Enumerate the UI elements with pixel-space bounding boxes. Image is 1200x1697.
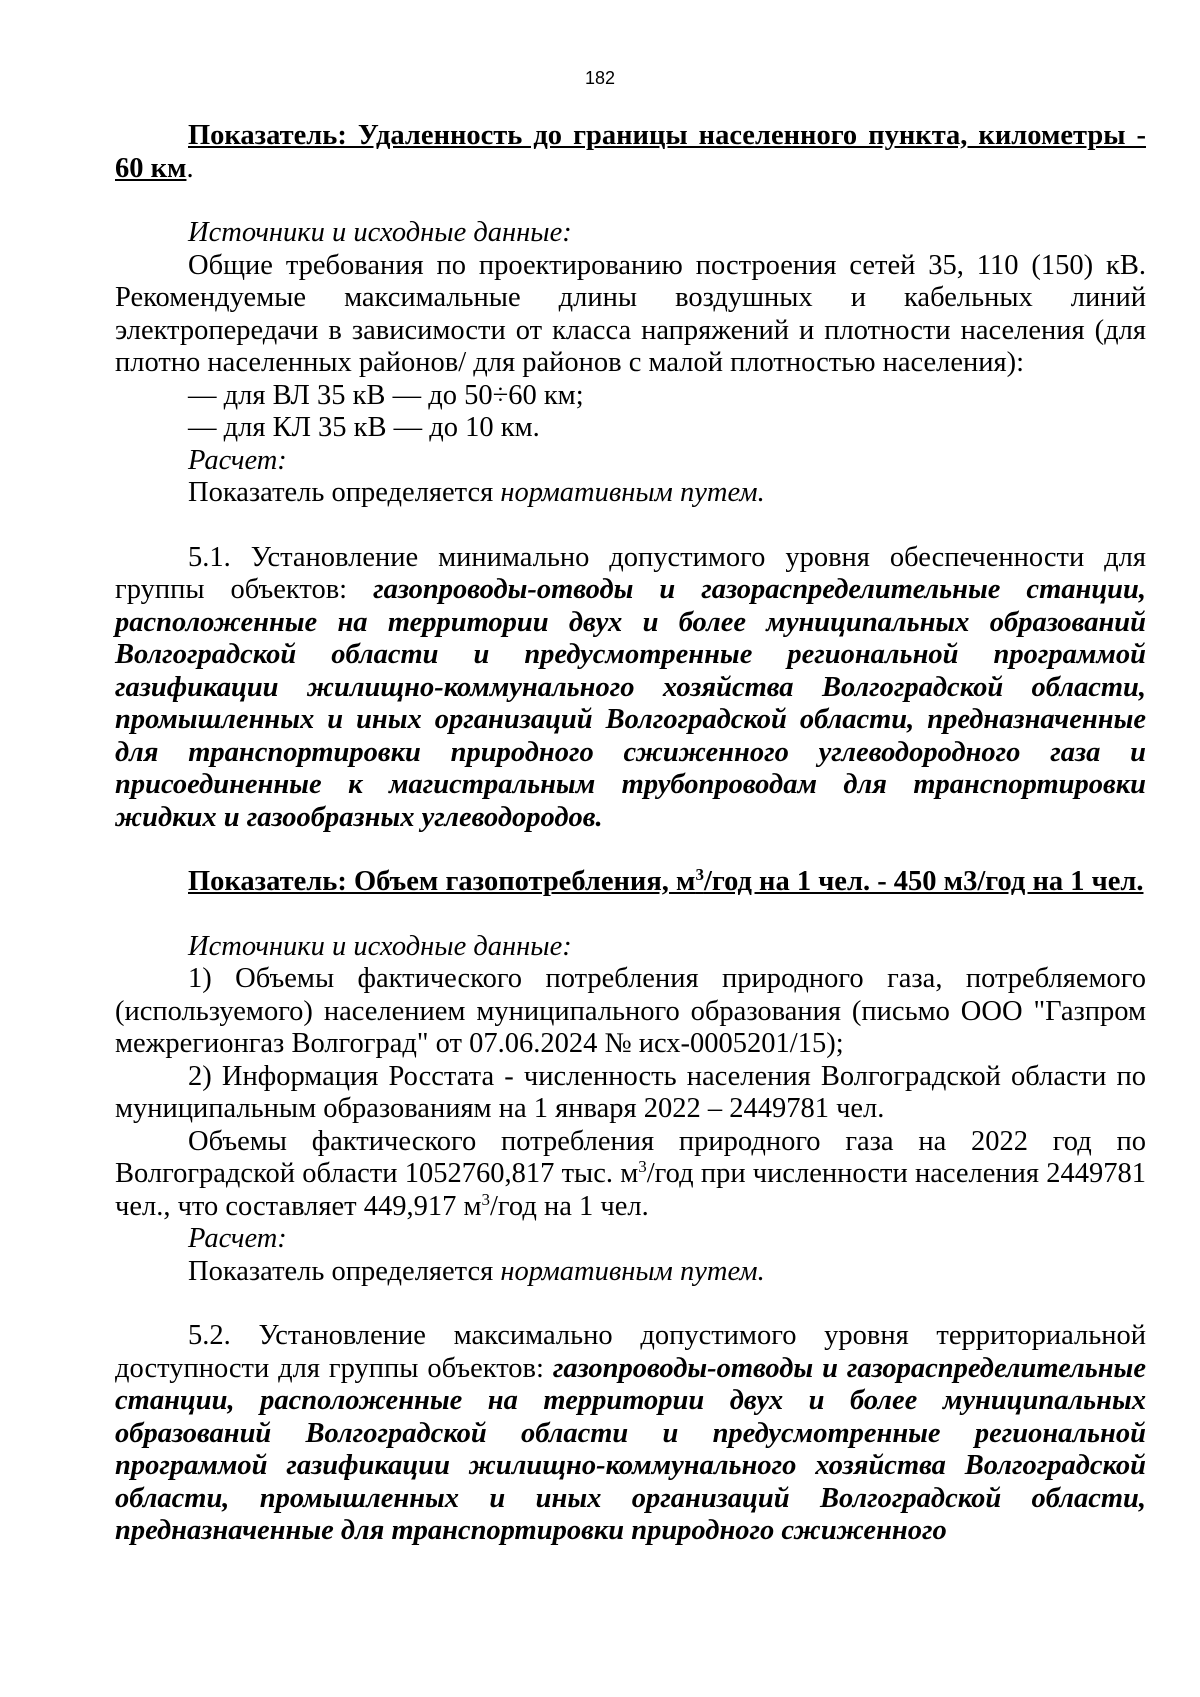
consumption-superscript-1: 3 — [638, 1157, 647, 1176]
spacer — [115, 1288, 1146, 1320]
consumption-superscript-2: 3 — [481, 1189, 491, 1209]
consumption-text-a: Объемы фактического потребления природного газа на 2022 год по Волгоградской области 1052760,817 тыс. м — [115, 1125, 1146, 1189]
sources-paragraph: Общие требования по проектированию построения сетей 35, 110 (150) кВ. Рекомендуемые максимальные длины воздушных и кабельных линий электропередачи в зависимости от класса напряжений и плотности населения (для плотно населенных районов/ для районов с малой плотностью населения): — [115, 249, 1146, 378]
list-item-vl: — для ВЛ 35 кВ — до 50÷60 км; — [188, 379, 584, 411]
section-5-1-lead: 5.1. Установление минимально допустимого уровня обеспеченности для группы объектов: — [115, 541, 1146, 605]
heading-gas-part-b: /год на 1 чел. - 450 м3/год на 1 чел. — [703, 866, 1144, 897]
result-method: нормативным путем. — [500, 477, 765, 508]
consumption-text-c: /год на 1 чел. — [490, 1190, 649, 1222]
section-5-2-objects: газопроводы-отводы и газораспределительные станции, расположенные на территории двух и более муниципальных образований Волгоградской области и предусмотренные региональной программой газификации жилищно-коммунального хозяйства Волгоградской области, промышленных и иных организаций Волгоградской области, предназначенные для транспортировки природного сжиженного — [115, 1352, 1146, 1546]
heading-gas-superscript: 3 — [695, 865, 704, 884]
section-5-2-paragraph — [115, 1320, 1146, 1548]
page-content — [115, 120, 1146, 1548]
result-method: нормативным путем. — [500, 1255, 765, 1287]
section-5-1-paragraph — [115, 542, 1146, 835]
calculation-label: Расчет: — [188, 1223, 287, 1254]
consumption-paragraph — [115, 1126, 1146, 1224]
source-item-2: 2) Информация Росстата - численность населения Волгоградской области по муниципальным образованиям на 1 января 2022 – 2449781 чел. — [115, 1060, 1146, 1124]
consumption-text-b: /год при численности населения 2449781 чел., что составляет 449,917 м — [115, 1158, 1146, 1222]
section-5-1-objects: газопроводы-отводы и газораспределительные станции, расположенные на территории двух и более муниципальных образований Волгоградской области и предусмотренные региональной программой газификации жилищно-коммунального хозяйства Волгоградской области, промышленных и иных организаций Волгоградской области, предназначенные для транспортировки природного сжиженного углеводородного газа и присоединенные к магистральным трубопроводам для транспортировки жидких и газообразных углеводородов. — [115, 574, 1146, 833]
heading-gas-part-a: Показатель: Объем газопотребления, м — [188, 866, 696, 897]
heading-gas-text — [188, 866, 1143, 897]
section-5-2-lead: 5.2. Установление максимально допустимого уровня территориальной доступности для группы объектов: — [115, 1320, 1146, 1384]
spacer — [115, 834, 1146, 866]
indicator-heading-gas-volume — [115, 866, 1146, 899]
spacer — [115, 185, 1146, 217]
heading-tail: . — [186, 152, 194, 184]
sources-label: Источники и исходные данные: — [188, 930, 572, 962]
source-item-1: 1) Объемы фактического потребления природного газа, потребляемого (используемого) населением муниципального образования (письмо ООО "Газпром межрегионгаз Волгоград" от 07.06.2024 № исх-0005201/15); — [115, 963, 1146, 1059]
spacer — [115, 510, 1146, 542]
heading-text: Показатель: Удаленность до границы населенного пункта, километры - 60 км — [115, 120, 1146, 184]
sources-label: Источники и исходные данные: — [188, 217, 572, 248]
result-text: Показатель определяется — [188, 477, 501, 508]
calculation-result — [115, 477, 1146, 510]
result-text: Показатель определяется — [188, 1255, 501, 1287]
spacer — [115, 899, 1146, 931]
calculation-label: Расчет: — [188, 444, 287, 476]
page-number: 182 — [584, 68, 616, 88]
calculation-result — [115, 1256, 1146, 1289]
indicator-heading-distance — [115, 120, 1146, 185]
list-item-kl: — для КЛ 35 кВ — до 10 км. — [188, 412, 540, 443]
